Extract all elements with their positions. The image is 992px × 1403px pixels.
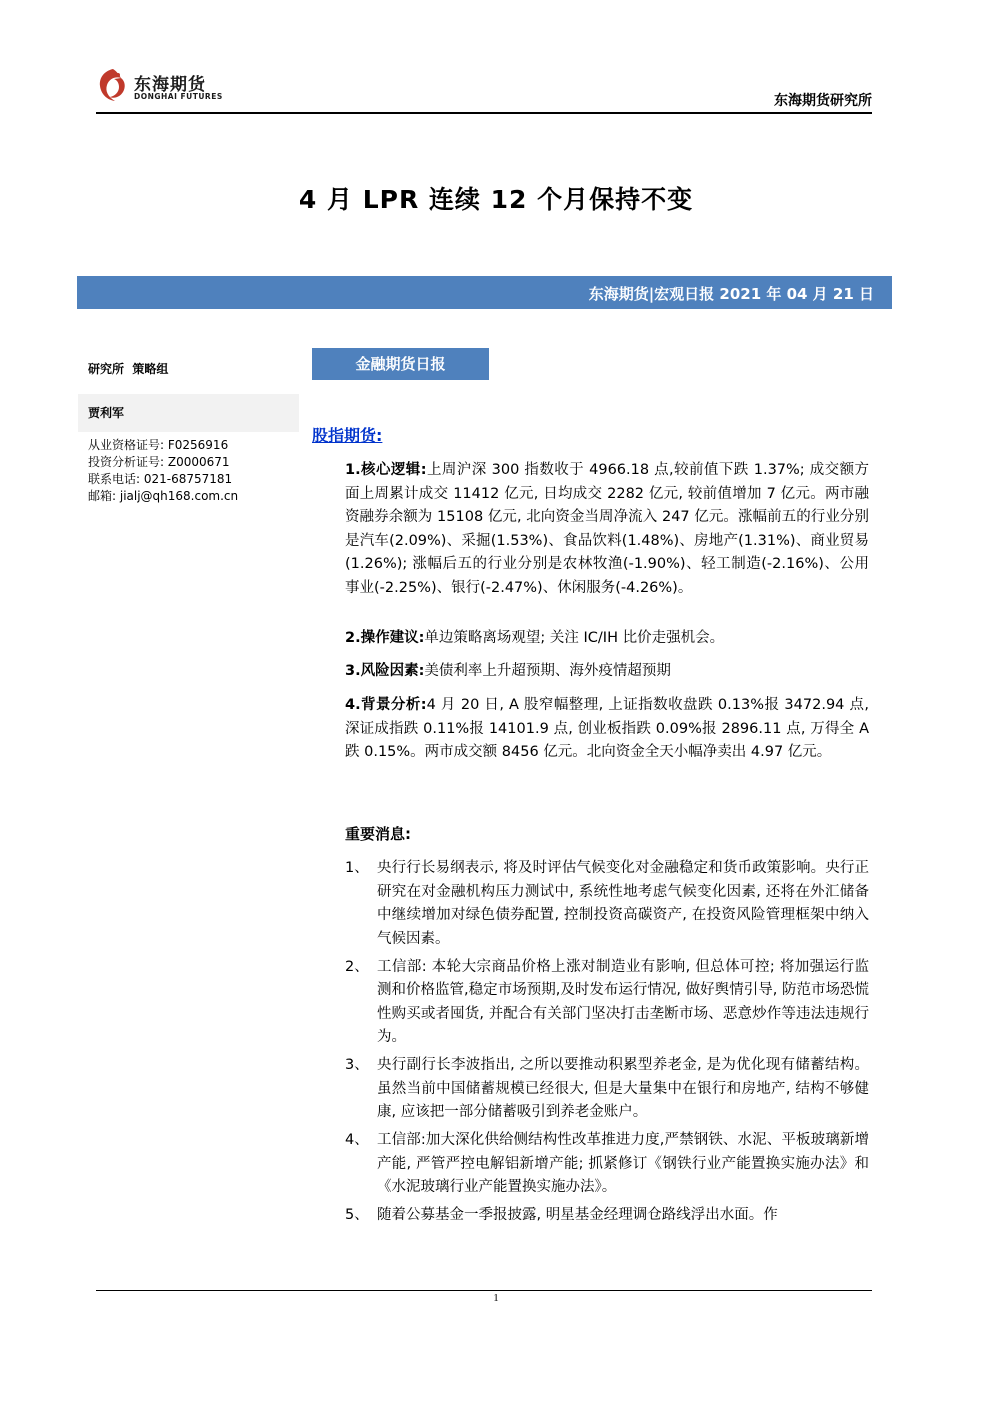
point-label: 3.风险因素: — [345, 663, 425, 679]
news-text: 随着公募基金一季报披露, 明星基金经理调仓路线浮出水面。作 — [377, 1207, 778, 1223]
point-label: 2.操作建议: — [345, 630, 425, 646]
point-risk — [345, 660, 869, 684]
news-item — [345, 1204, 869, 1228]
dragon-logo-icon — [96, 66, 130, 104]
news-item — [345, 1054, 869, 1125]
news-list — [345, 857, 869, 1232]
header-divider — [96, 112, 872, 114]
point-label: 4.背景分析: — [345, 697, 427, 713]
analysis-cert-number: 投资分析证号: Z0000671 — [88, 455, 230, 469]
point-text: 美债利率上升超预期、海外疫情超预期 — [424, 663, 671, 679]
point-text: 单边策略离场观望; 关注 IC/IH 比价走强机会。 — [424, 630, 725, 646]
news-text: 工信部: 本轮大宗商品价格上涨对制造业有影响, 但总体可控; 将加强运行监测和价格监管,稳定市场预期,及时发布运行情况, 做好舆情引导, 防范市场恐慌性购买或者囤货, 并配合有关部门坚决打击垄断市场、恶意炒作等违法违规行为。 — [377, 958, 869, 1045]
news-text: 央行副行长李波指出, 之所以要推动积累型养老金, 是为优化现有储蓄结构。虽然当前中国储蓄规模已经很大, 但是大量集中在银行和房地产, 结构不够健康, 应该把一部分储蓄吸引到养老金账户。 — [377, 1057, 869, 1120]
footer-divider — [96, 1290, 872, 1291]
report-title: 4 月 LPR 连续 12 个月保持不变 — [298, 185, 694, 214]
news-item — [345, 857, 869, 951]
news-item — [345, 956, 869, 1050]
analyst-info — [88, 437, 238, 505]
news-number: 3、 — [345, 1057, 369, 1073]
news-number: 1、 — [345, 860, 369, 876]
news-text: 工信部:加大深化供给侧结构性改革推进力度,严禁钢铁、水泥、平板玻璃新增产能, 严管严控电解铝新增产能; 抓紧修订《钢铁行业产能置换实施办法》和《水泥玻璃行业产能置换实施办法》。 — [377, 1132, 869, 1195]
point-text: 上周沪深 300 指数收于 4966.18 点,较前值下跌 1.37%; 成交额方面上周累计成交 11412 亿元, 日均成交 2282 亿元, 较前值增加 7 亿元。两市融资融券余额为 15108 亿元, 北向资金当周净流入 247 亿元。涨幅前五的行业分别是汽车(2.09%)、采掘(1.53%)、食品饮料(1.48%)、房地产(1.31%)、商业贸易(1.26%); 涨幅后五的行业分别是农林牧渔(-1.90%)、轻工制造(-2.16%)、公用事业(-2.25%)、银行(-2.47%)、休闲服务(-4.26%)。 — [345, 462, 869, 596]
institute-name: 东海期货研究所 — [774, 93, 872, 109]
logo-chinese-name: 东海期货 — [134, 75, 206, 95]
news-heading: 重要消息: — [345, 825, 411, 843]
point-label: 1.核心逻辑: — [345, 462, 427, 478]
news-text: 央行行长易纲表示, 将及时评估气候变化对金融稳定和货币政策影响。央行正研究在对金融机构压力测试中, 系统性地考虑气候变化因素, 还将在外汇储备中继续增加对绿色债券配置, 控制投资高碳资产, 在投资风险管理框架中纳入气候因素。 — [377, 860, 869, 947]
page-number: 1 — [493, 1292, 499, 1304]
qualification-number: 从业资格证号: F0256916 — [88, 438, 229, 452]
logo-english-name: DONGHAI FUTURES — [134, 92, 223, 101]
news-item — [345, 1129, 869, 1200]
point-background — [345, 694, 869, 765]
banner-text: 东海期货|宏观日报 2021 年 04 月 21 日 — [588, 285, 874, 303]
news-number: 2、 — [345, 958, 369, 975]
point-text: 4 月 20 日, A 股窄幅整理, 上证指数收盘跌 0.13%报 3472.94 点, 深证成指跌 0.11%报 14101.9 点, 创业板指跌 0.09%报 2896.11 点, 万得全 A 跌 0.15%。两市成交额 8456 亿元。北向资金全天小幅净卖出 4.97 亿元。 — [345, 697, 869, 760]
news-number: 4、 — [345, 1132, 369, 1148]
contact-phone: 联系电话: 021-68757181 — [88, 472, 233, 486]
point-core-logic — [345, 459, 869, 600]
section-tag: 金融期货日报 — [312, 348, 489, 380]
sidebar-group: 研究所 策略组 — [88, 362, 169, 376]
analyst-name: 贾利军 — [88, 406, 125, 420]
report-banner — [77, 276, 892, 309]
contact-email: 邮箱: jialj@qh168.com.cn — [88, 489, 239, 503]
section-heading: 股指期货: — [312, 426, 383, 445]
point-suggestion — [345, 627, 869, 651]
company-logo — [96, 66, 256, 106]
news-number: 5、 — [345, 1207, 369, 1223]
analyst-box — [78, 394, 299, 432]
